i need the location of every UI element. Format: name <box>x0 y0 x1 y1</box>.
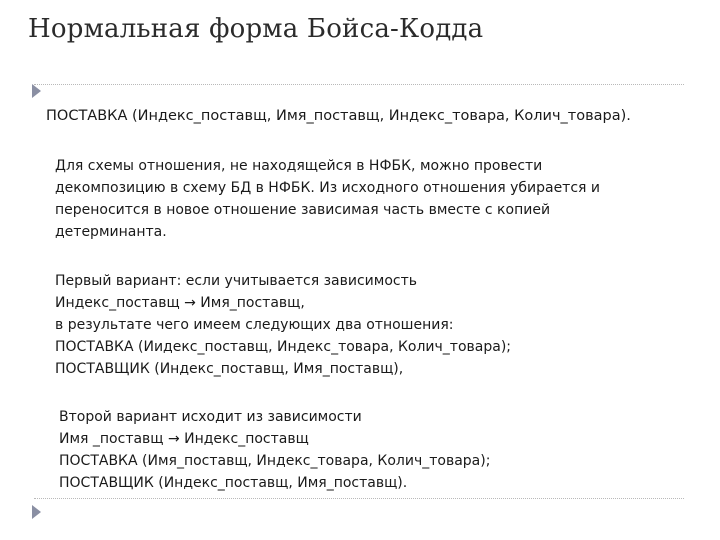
variant1-line: Индекс_поставщ → Имя_поставщ, <box>55 295 305 311</box>
paragraph-line: переносится в новое отношение зависимая часть вместе с копией <box>55 202 551 218</box>
variant1-line: Первый вариант: если учитывается зависимость <box>55 273 417 289</box>
variant2-line: ПОСТАВЩИК (Индекс_поставщ, Имя_поставщ). <box>59 475 408 491</box>
variant1-line: ПОСТАВЩИК (Индекс_поставщ, Имя_поставщ), <box>55 361 404 377</box>
paragraph-line: Для схемы отношения, не находящейся в НФБК, можно провести <box>55 158 543 174</box>
variant2-line: Имя _поставщ → Индекс_поставщ <box>59 431 309 447</box>
slide-bullet-icon <box>32 505 41 519</box>
paragraph-line: детерминанта. <box>55 224 167 240</box>
variant2-line: Второй вариант исходит из зависимости <box>59 409 362 425</box>
variant1-line: ПОСТАВКА (Иидекс_поставщ, Индекс_товара, Колич_товара); <box>55 339 511 355</box>
slide-title: Нормальная форма Бойса-Кодда <box>28 14 484 44</box>
paragraph-line: декомпозицию в схему БД в НФБК. Из исходного отношения убирается и <box>55 180 601 196</box>
top-divider <box>34 84 684 85</box>
variant1-line: в результате чего имеем следующих два отношения: <box>55 317 454 333</box>
bottom-divider <box>34 498 684 499</box>
variant2-line: ПОСТАВКА (Имя_поставщ, Индекс_товара, Колич_товара); <box>59 453 491 469</box>
slide-bullet-icon <box>32 84 41 98</box>
relation-schema: ПОСТАВКА (Индекс_поставщ, Имя_поставщ, Индекс_товара, Колич_товара). <box>46 108 631 124</box>
